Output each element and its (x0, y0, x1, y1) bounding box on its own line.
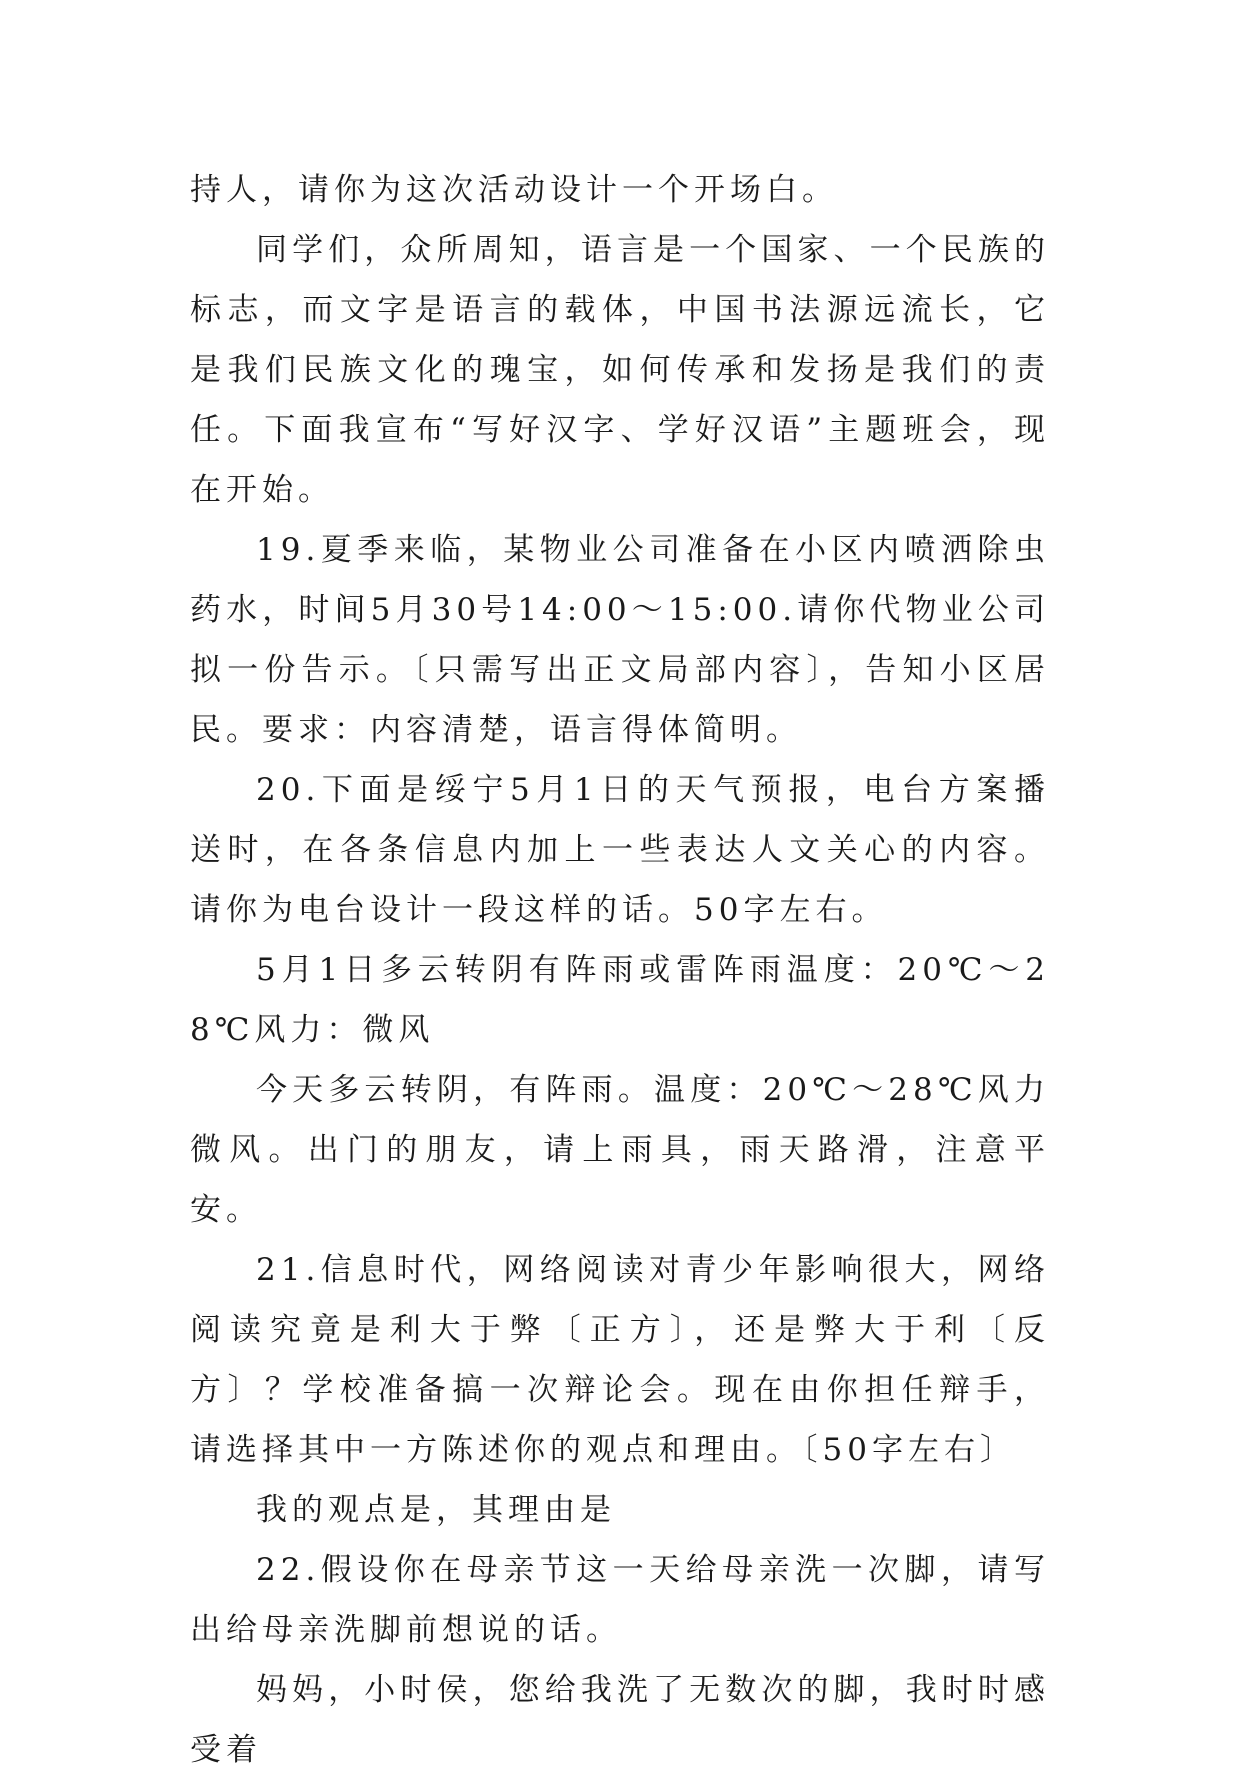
document-body (190, 160, 1050, 1780)
paragraph-question-21: 21.信息时代，网络阅读对青少年影响很大，网络阅读究竟是利大于弊〔正方〕，还是弊大于利〔反方〕？学校准备搞一次辩论会。现在由你担任辩手，请选择其中一方陈述你的观点和理由。〔50字左右〕 (190, 1252, 1050, 1468)
paragraph-question-20-answer: 今天多云转阴，有阵雨。温度：20℃～28℃风力微风。出门的朋友，请上雨具，雨天路滑，注意平安。 (190, 1072, 1050, 1228)
paragraph-question-20: 20.下面是绥宁5月1日的天气预报，电台方案播送时，在各条信息内加上一些表达人文关心的内容。请你为电台设计一段这样的话。50字左右。 (190, 772, 1050, 928)
paragraph-weather-forecast: 5月1日多云转阴有阵雨或雷阵雨温度：20℃～28℃风力：微风 (190, 952, 1050, 1048)
paragraph-question-22: 22.假设你在母亲节这一天给母亲洗一次脚，请写出给母亲洗脚前想说的话。 (190, 1552, 1050, 1648)
paragraph-question-22-answer: 妈妈，小时侯，您给我洗了无数次的脚，我时时感受着 (190, 1672, 1050, 1768)
paragraph-question-19: 19.夏季来临，某物业公司准备在小区内喷洒除虫药水，时间5月30号14:00～15:00.请你代物业公司拟一份告示。〔只需写出正文局部内容〕，告知小区居民。要求：内容清楚，语言得体简明。 (190, 532, 1050, 748)
paragraph-opening-speech: 同学们，众所周知，语言是一个国家、一个民族的标志，而文字是语言的载体，中国书法源远流长，它是我们民族文化的瑰宝，如何传承和发扬是我们的责任。下面我宣布“写好汉字、学好汉语”主题班会，现在开始。 (190, 232, 1050, 508)
paragraph-continuation: 持人，请你为这次活动设计一个开场白。 (190, 172, 838, 208)
paragraph-question-21-answer: 我的观点是，其理由是 (256, 1492, 616, 1528)
